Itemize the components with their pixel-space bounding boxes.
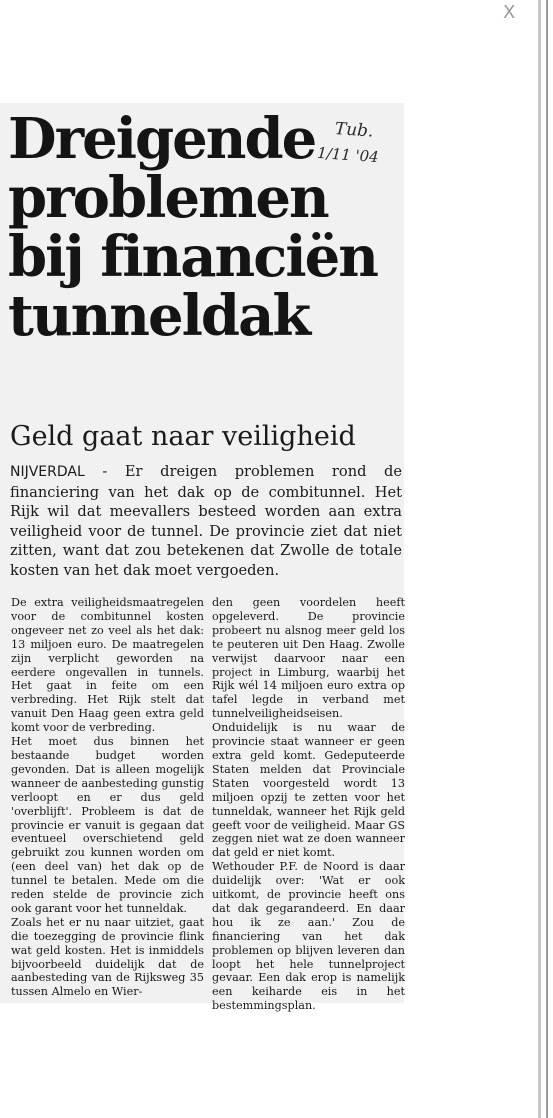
lead-paragraph: [10, 462, 402, 581]
pencil-x-mark: X: [503, 2, 516, 23]
lead-text: - Er dreigen problemen rond de financiering van het dak op de combitunnel. Het Rijk wil dat meevallers besteed worden aan extra veiligheid voor de tunnel. De provincie ziet dat niet zitten, want dat zou betekenen dat Zwolle de totale kosten van het dak moet vergoeden.: [10, 463, 402, 579]
annotation-source: Tub.: [334, 119, 375, 142]
scan-edge-dark: [546, 0, 548, 1118]
body-paragraph: Wethouder P.F. de Noord is daar duidelijk over: 'Wat er ook uitkomt, de provincie heeft ons dat dak gegarandeerd. En daar hou ik ze aan.' Zou de financiering van het dak problemen op blijven leveren dan loopt het hele tunnelproject gevaar. Een dak erop is namelijk een keiharde eis in het bestemmingsplan.: [212, 860, 405, 1013]
body-column-left: [11, 596, 204, 999]
handwritten-annotation: [317, 118, 382, 166]
body-paragraph: De extra veiligheidsmaatregelen voor de combitunnel kosten ongeveer net zo veel als het dak: 13 miljoen euro. De maatregelen zijn verplicht geworden na eerdere ongevallen in tunnels. Het gaat in feite om een verbreding. Het Rijk stelt dat vanuit Den Haag geen extra geld komt voor de verbreding.: [11, 596, 204, 735]
subheadline: Geld gaat naar veiligheid: [10, 421, 356, 452]
scan-edge: [538, 0, 541, 1118]
headline-line: bij financiën: [8, 224, 377, 290]
dateline: NIJVERDAL: [10, 464, 85, 480]
body-column-right: [212, 596, 405, 1013]
annotation-date: 1/11 '04: [316, 143, 380, 167]
headline-line: tunneldak: [8, 283, 310, 349]
body-paragraph: Het moet dus binnen het bestaande budget worden gevonden. Dat is alleen mogelijk wanneer de aanbesteding gunstig verloopt en er dus geld 'overblijft'. Probleem is dat de provincie er vanuit is gegaan dat eventueel overschietend geld gebruikt zou kunnen worden om (een deel van) het dak op de tunnel te betalen. Mede om die reden stelde de provincie zich ook garant voor het tunneldak.: [11, 735, 204, 915]
headline-line: Dreigende: [8, 106, 316, 172]
body-paragraph: den geen voordelen heeft opgeleverd. De provincie probeert nu alsnog meer geld los te peuteren uit Den Haag. Zwolle verwijst daarvoor naar een project in Limburg, waarbij het Rijk wél 14 miljoen euro extra op tafel legde in verband met tunnelveiligheidseisen. Onduidelijk is nu waar de provincie staat wanneer er geen extra geld komt. Gedeputeerde Staten melden dat Provinciale Staten voorgesteld wordt 13 miljoen opzij te zetten voor het tunneldak, wanneer het Rijk geld geeft voor de veiligheid. Maar GS zeggen niet wat ze doen wanneer dat geld er niet komt.: [212, 596, 405, 860]
headline-line: problemen: [8, 165, 328, 231]
body-paragraph: Zoals het er nu naar uitziet, gaat die toezegging de provincie flink wat geld kosten. Het is inmiddels bijvoorbeeld duidelijk dat de aanbesteding van de Rijksweg 35 tussen Almelo en Wier-: [11, 915, 204, 999]
